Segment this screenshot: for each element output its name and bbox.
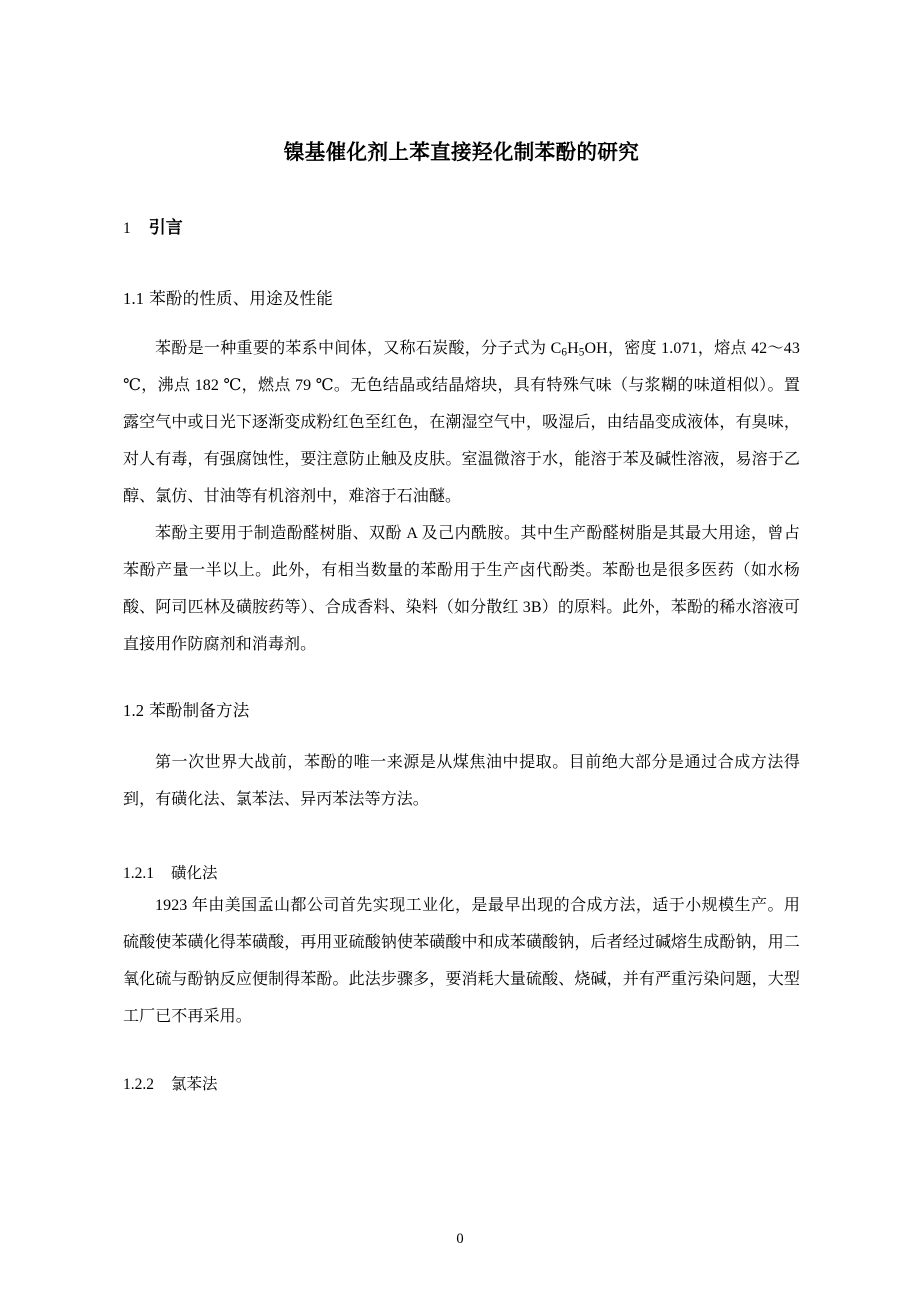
paragraph-preparation-intro: 第一次世界大战前，苯酚的唯一来源是从煤焦油中提取。目前绝大部分是通过合成方法得到，有磺化法、氯苯法、异丙苯法等方法。: [123, 753, 800, 808]
formula-subscript-6: 6: [561, 346, 568, 359]
paragraph-phenol-uses: 苯酚主要用于制造酚醛树脂、双酚 A 及己内酰胺。其中生产酚醛树脂是其最大用途，曾占苯酚产量一半以上。此外，有相当数量的苯酚用于生产卤代酚类。苯酚也是很多医药（如水杨酸、阿司匹林及磺胺药等）、合成香料、染料（如分散红 3B）的原料。此外，苯酚的稀水溶液可直接用作防腐剂和消毒剂。: [123, 525, 800, 654]
section-heading-1-2-1: [123, 818, 800, 884]
section-heading-1-2: [123, 663, 800, 721]
paragraph-sulfonation-method: 1923 年由美国孟山都公司首先实现工业化，是最早出现的合成方法，适于小规模生产。用硫酸使苯磺化得苯磺酸，再用亚硫酸钠使苯磺酸中和成苯磺酸钠，后者经过碱熔生成酚钠，用二氧化硫与酚钠反应便制得苯酚。此法步骤多，要消耗大量硫酸、烧碱，并有严重污染问题，大型工厂已不再采用。: [123, 896, 800, 1025]
section-label-1-1: 苯酚的性质、用途及性能: [149, 288, 333, 308]
section-heading-1-1: [123, 239, 800, 309]
section-label-1-2: 苯酚制备方法: [149, 701, 250, 721]
section-number-1-2: 1.2: [123, 701, 145, 721]
chapter-heading: [123, 165, 800, 239]
section-number-1-2-2: 1.2.2: [123, 1075, 154, 1093]
paragraph-text-part-3: OH，密度 1.071，熔点 42～43 ℃，沸点 182 ℃，燃点 79 ℃。无色结晶或结晶熔块，具有特殊气味（与浆糊的味道相似）。置露空气中或日光下逐渐变成粉红色至红色，在潮湿空气中，吸湿后，由结晶变成液体，有臭味，对人有毒，有强腐蚀性，要注意防止触及皮肤。室温微溶于水，能溶于苯及碱性溶液，易溶于乙醇、氯仿、甘油等有机溶剂中，难溶于石油醚。: [123, 340, 800, 506]
chapter-label: 引言: [148, 217, 183, 238]
chapter-number: 1: [123, 219, 131, 237]
section-label-1-2-1: 磺化法: [171, 864, 218, 882]
paragraph-phenol-properties: [123, 309, 800, 515]
section-number-1-1: 1.1: [123, 288, 145, 308]
section-label-1-2-2: 氯苯法: [171, 1075, 218, 1093]
section-heading-1-2-2: [123, 1035, 800, 1095]
page-content: [123, 0, 800, 1095]
formula-subscript-5: 5: [578, 346, 585, 359]
paragraph-text-part-2: H: [567, 340, 579, 358]
section-number-1-2-1: 1.2.1: [123, 864, 154, 882]
page-number: 0: [456, 1231, 464, 1247]
paragraph-text-part-1: 苯酚是一种重要的苯系中间体，又称石炭酸，分子式为 C: [155, 340, 562, 358]
page-title: 镍基催化剂上苯直接羟化制苯酚的研究: [283, 140, 640, 164]
